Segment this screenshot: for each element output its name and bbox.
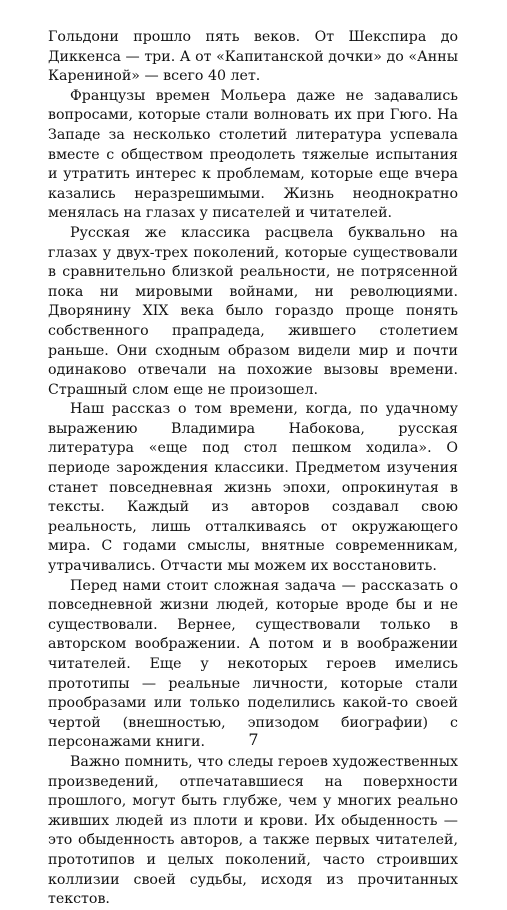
paragraph: Русская же классика расцвела буквально на глазах у двух-трех поколений, которые существовали в сравнительно близкой реальности, не потрясенной пока ни мировыми войнами, ни революциями. Дворянину XIX века было гораздо проще понять собственного прапрадеда, жившего столетием раньше. Они сходным образом видели мир и почти одинаково отвечали на похожие вызовы времени. Страшный слом еще не произошел. bbox=[48, 224, 458, 398]
page-number: 7 bbox=[248, 730, 259, 749]
paragraph: Наш рассказ о том времени, когда, по удачному выражению Владимира Набокова, русская литература «еще под стол пешком ходила». О периоде зарождения классики. Предметом изучения станет повседневная жизнь эпохи, опрокинутая в тексты. Каждый из авторов создавал свою реальность, лишь отталкиваясь от окружающего мира. С годами смыслы, внятные современникам, утрачивались. Отчасти мы можем их восстановить. bbox=[48, 401, 458, 575]
paragraph-continuation: Гольдони прошло пять веков. От Шекспира до Диккенса — три. А от «Капитанской дочки» до «Анны Карениной» — всего 40 лет. bbox=[48, 29, 458, 85]
page-body bbox=[48, 28, 458, 910]
paragraph: Перед нами стоит сложная задача — рассказать о повседневной жизни людей, которые вроде бы и не существовали. Вернее, существовали только в авторском воображении. А потом и в воображении читателей. Еще у некоторых героев имелись прототипы — реальные личности, которые стали прообразами или только поделились какой-то своей чертой (внешностью, эпизодом биографии) с персонажами книги. bbox=[48, 577, 458, 751]
paragraph: Важно помнить, что следы героев художественных произведений, отпечатавшиеся на поверхности прошлого, могут быть глубже, чем у многих реально живших людей из плоти и крови. Их обыденность — это обыденность авторов, а также первых читателей, прототипов и целых поколений, часто строивших коллизии своей судьбы, исходя из прочитанных текстов. bbox=[48, 753, 458, 908]
paragraph: Французы времен Мольера даже не задавались вопросами, которые стали волновать их при Гюго. На Западе за несколько столетий литература успевала вместе с обществом преодолеть тяжелые испытания и утратить интерес к проблемам, которые еще вчера казались неразрешимыми. Жизнь неоднократно менялась на глазах у писателей и читателей. bbox=[48, 87, 458, 222]
